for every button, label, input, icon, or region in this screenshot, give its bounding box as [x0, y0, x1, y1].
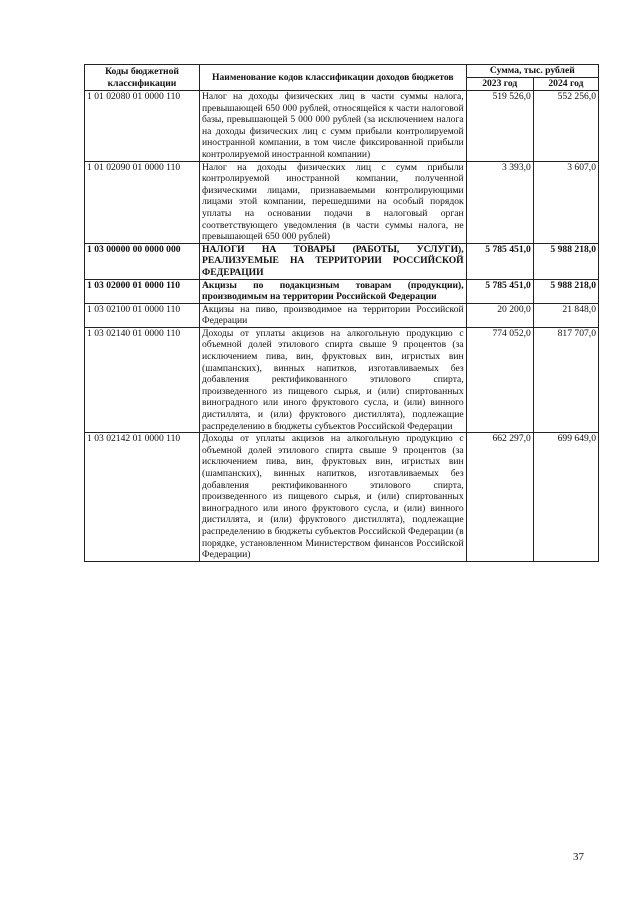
row-value-2023: 3 393,0: [466, 161, 533, 243]
page-number: 37: [573, 851, 584, 863]
row-name: Доходы от уплаты акцизов на алкогольную продукцию с объемной долей этилового спирта свыше 9 процентов (за исключением пива, вин, фруктовых вин, игристых вин (шампанских), винных напитков, изготавливаемых без добавления ректификованного этилового спирта, произведенного из пищевого сырья, и (или) спиртованных виноградного или иного фруктового сусла, и (или) винного дистиллята, и (или) фруктового дистиллята), подлежащие распределению в бюджеты субъектов Российской Федерации: [200, 327, 467, 432]
row-name: Акцизы на пиво, производимое на территории Российской Федерации: [200, 303, 467, 327]
row-code: 1 01 02080 01 0000 110: [85, 91, 200, 162]
header-code: Коды бюджетной классификации: [85, 65, 200, 91]
row-code: 1 03 02140 01 0000 110: [85, 327, 200, 432]
row-name: Налог на доходы физических лиц в части суммы налога, превышающей 650 000 рублей, относящейся к части налоговой базы, превышающей 5 000 000 рублей (за исключением налога на доходы физических лиц с сумм прибыли контролируемой иностранной компании, в том числе фиксированной прибыли контролируемой иностранной компании): [200, 91, 467, 162]
table-row: [85, 161, 599, 243]
row-code: 1 03 00000 00 0000 000: [85, 243, 200, 279]
header-year-2023: 2023 год: [466, 78, 533, 91]
header-name: Наименование кодов классификации доходов бюджетов: [200, 65, 467, 91]
row-name: Акцизы по подакцизным товарам (продукции), производимым на территории Российской Федерации: [200, 279, 467, 303]
row-code: 1 03 02000 01 0000 110: [85, 279, 200, 303]
row-value-2024: 21 848,0: [533, 303, 598, 327]
row-code: 1 03 02100 01 0000 110: [85, 303, 200, 327]
row-value-2023: 519 526,0: [466, 91, 533, 162]
row-value-2024: 3 607,0: [533, 161, 598, 243]
row-value-2023: 662 297,0: [466, 433, 533, 562]
header-year-2024: 2024 год: [533, 78, 598, 91]
row-value-2024: 5 988 218,0: [533, 279, 598, 303]
table-row: [85, 91, 599, 162]
row-name: Доходы от уплаты акцизов на алкогольную продукцию с объемной долей этилового спирта свыше 9 процентов (за исключением пива, вин, фруктовых вин, игристых вин (шампанских), винных напитков, изготавливаемых без добавления ректификованного этилового спирта, произведенного из пищевого сырья, и (или) спиртованных виноградного или иного фруктового сусла, и (или) винного дистиллята, и (или) фруктового дистиллята), подлежащие распределению в бюджеты субъектов Российской Федерации (в порядке, установленном Министерством финансов Российской Федерации): [200, 433, 467, 562]
budget-revenue-table: [84, 64, 599, 562]
row-code: 1 03 02142 01 0000 110: [85, 433, 200, 562]
row-value-2023: 20 200,0: [466, 303, 533, 327]
table-row: [85, 433, 599, 562]
row-value-2023: 774 052,0: [466, 327, 533, 432]
row-name: Налог на доходы физических лиц с сумм прибыли контролируемой иностранной компании, полученной физическими лицами, признаваемыми контролирующими лицами этой компании, перешедшими на особый порядок уплаты на основании подачи в налоговый орган соответствующего уведомления (в части суммы налога, не превышающей 650 000 рублей): [200, 161, 467, 243]
row-code: 1 01 02090 01 0000 110: [85, 161, 200, 243]
table-row: [85, 279, 599, 303]
row-name: НАЛОГИ НА ТОВАРЫ (РАБОТЫ, УСЛУГИ), РЕАЛИЗУЕМЫЕ НА ТЕРРИТОРИИ РОССИЙСКОЙ ФЕДЕРАЦИИ: [200, 243, 467, 279]
row-value-2024: 817 707,0: [533, 327, 598, 432]
header-sum: Сумма, тыс. рублей: [466, 65, 598, 78]
table-row: [85, 327, 599, 432]
row-value-2024: 5 988 218,0: [533, 243, 598, 279]
row-value-2024: 552 256,0: [533, 91, 598, 162]
row-value-2023: 5 785 451,0: [466, 243, 533, 279]
table-row: [85, 303, 599, 327]
table-row: [85, 243, 599, 279]
row-value-2023: 5 785 451,0: [466, 279, 533, 303]
row-value-2024: 699 649,0: [533, 433, 598, 562]
